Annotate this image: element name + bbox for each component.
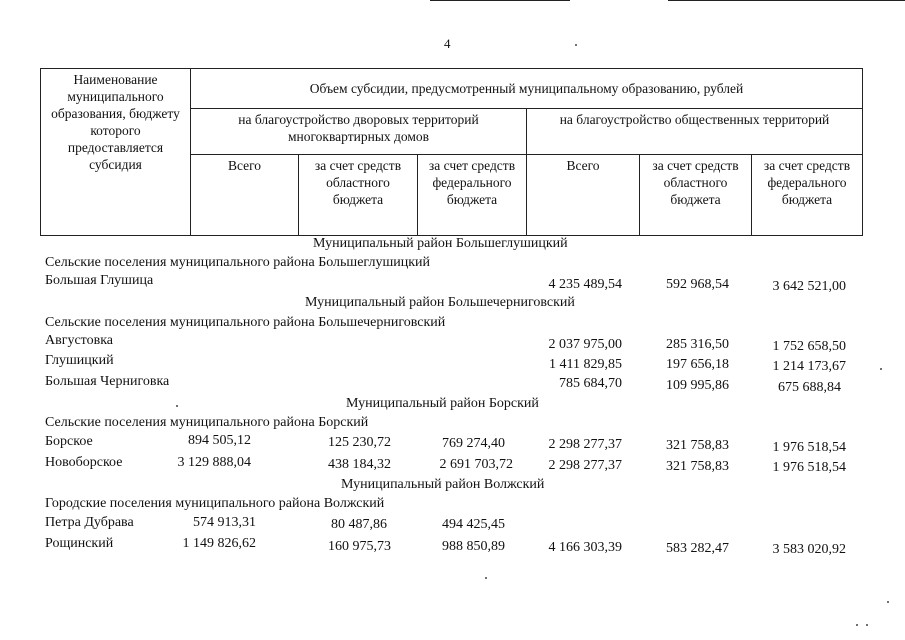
header-group-public: на благоустройство общественных территорий [527,109,863,155]
row-name: Рощинский [45,536,114,551]
section-subtitle: Сельские поселения муниципального района Борский [45,415,369,430]
cell-yards-regional: 438 184,32 [328,457,391,472]
cell-yards-federal: 2 691 703,72 [439,457,513,472]
cell-public-total: 4 235 489,54 [548,277,622,292]
row-name: Новоборское [45,455,123,470]
cell-public-regional: 583 282,47 [666,541,729,556]
scan-speck [856,624,858,626]
cell-public-total: 2 298 277,37 [548,458,622,473]
header-municipality: Наименование муниципального образования, бюджету которого предоставляется субсидия [41,69,191,236]
cell-public-federal: 675 688,84 [778,380,841,395]
cell-yards-federal: 769 274,40 [442,436,505,451]
row-name: Петра Дубрава [45,515,134,530]
cell-public-total: 4 166 303,39 [548,540,622,555]
cell-yards-total: 894 505,12 [188,433,251,448]
scan-edge-line [668,0,905,1]
cell-public-federal: 3 583 020,92 [772,542,846,557]
scan-speck [485,577,487,579]
header-yards-regional: за счет средств областного бюджета [299,155,418,236]
header-yards-federal: за счет средств федерального бюджета [418,155,527,236]
scan-speck [575,44,577,46]
scan-edge-line [430,0,570,1]
cell-public-total: 785 684,70 [559,376,622,391]
scan-speck [866,624,868,626]
section-title: Муниципальный район Борский [346,396,539,411]
header-public-federal: за счет средств федерального бюджета [752,155,863,236]
cell-yards-total: 3 129 888,04 [177,455,251,470]
cell-yards-regional: 125 230,72 [328,435,391,450]
header-group-yards: на благоустройство дворовых территорий многоквартирных домов [191,109,527,155]
page-number: 4 [444,36,451,51]
section-subtitle: Сельские поселения муниципального района Большеглушицкий [45,255,430,270]
cell-public-regional: 197 656,18 [666,357,729,372]
cell-public-total: 2 037 975,00 [548,337,622,352]
row-name: Борское [45,434,93,449]
cell-public-total: 2 298 277,37 [548,437,622,452]
row-name: Августовка [45,333,114,348]
cell-yards-federal: 988 850,89 [442,539,505,554]
cell-public-regional: 109 995,86 [666,378,729,393]
cell-public-regional: 592 968,54 [666,277,729,292]
scan-speck [176,405,178,407]
cell-public-federal: 1 214 173,67 [772,359,846,374]
section-subtitle: Городские поселения муниципального района Волжский [45,496,385,511]
cell-yards-federal: 494 425,45 [442,517,505,532]
subsidy-table-header [40,68,863,236]
cell-public-regional: 321 758,83 [666,438,729,453]
row-name: Большая Черниговка [45,374,170,389]
section-subtitle: Сельские поселения муниципального района Большечерниговский [45,315,446,330]
section-title: Муниципальный район Волжский [341,477,545,492]
cell-public-federal: 1 752 658,50 [772,339,846,354]
header-public-regional: за счет средств областного бюджета [640,155,752,236]
scan-speck [887,601,889,603]
header-subsidy-title: Объем субсидии, предусмотренный муниципальному образованию, рублей [191,69,863,109]
section-title: Муниципальный район Большечерниговский [305,295,575,310]
cell-public-regional: 285 316,50 [666,337,729,352]
cell-public-total: 1 411 829,85 [549,357,622,372]
cell-public-regional: 321 758,83 [666,459,729,474]
section-title: Муниципальный район Большеглушицкий [313,236,568,251]
row-name: Большая Глушица [45,273,154,288]
scan-speck [880,368,882,370]
cell-public-federal: 3 642 521,00 [772,279,846,294]
row-name: Глушицкий [45,353,114,368]
header-public-total: Всего [527,155,640,236]
header-yards-total: Всего [191,155,299,236]
cell-public-federal: 1 976 518,54 [772,460,846,475]
cell-public-federal: 1 976 518,54 [772,440,846,455]
cell-yards-total: 1 149 826,62 [182,536,256,551]
cell-yards-regional: 80 487,86 [331,517,387,532]
cell-yards-regional: 160 975,73 [328,539,391,554]
cell-yards-total: 574 913,31 [193,515,256,530]
